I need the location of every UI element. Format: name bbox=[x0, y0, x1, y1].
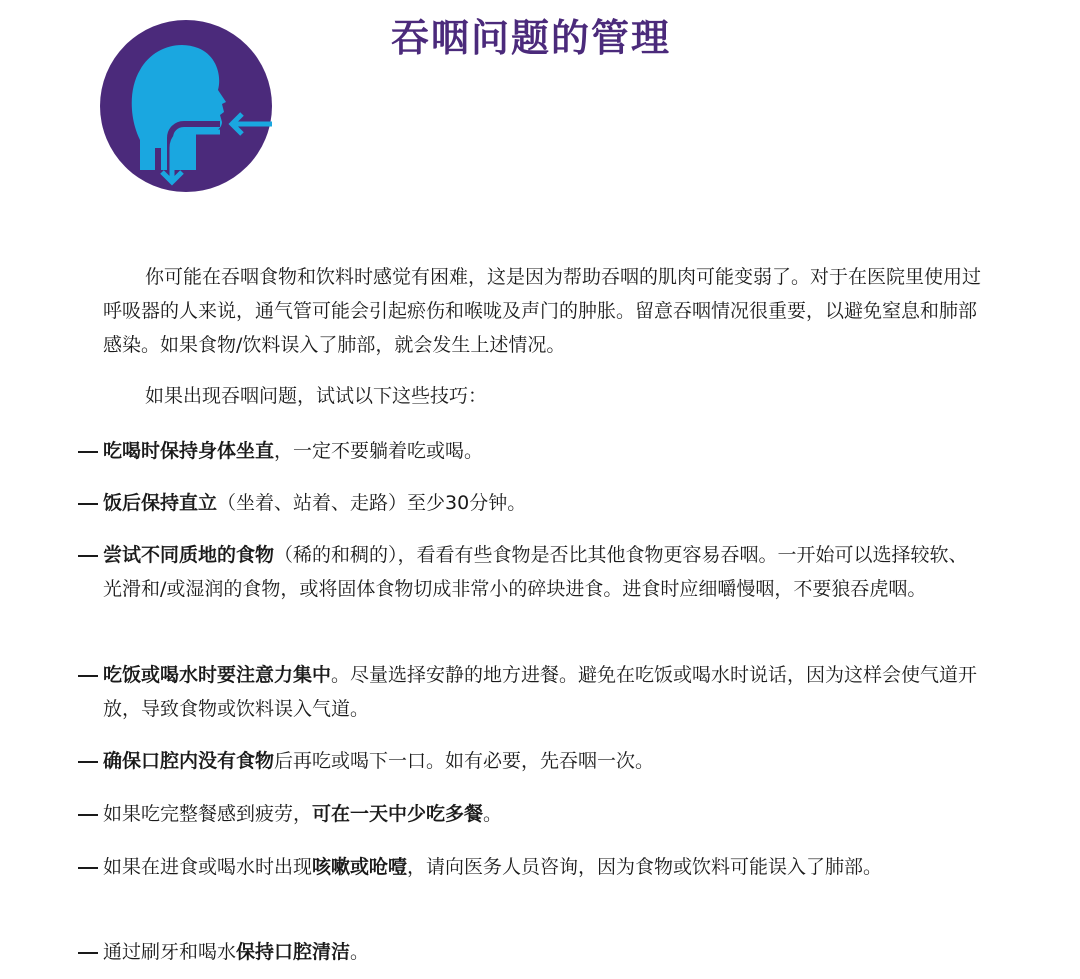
dash-bullet-icon bbox=[78, 867, 98, 869]
tip-bold-text: 咳嗽或呛噎 bbox=[312, 856, 408, 878]
dash-bullet-icon bbox=[78, 503, 98, 505]
tip-bold-text: 保持口腔清洁 bbox=[236, 941, 351, 963]
tip-text: 。 bbox=[483, 803, 503, 825]
tip-item bbox=[76, 658, 986, 726]
swallowing-head-icon bbox=[100, 20, 272, 192]
tip-text: 。 bbox=[350, 941, 370, 963]
tip-bold-text: 尝试不同质地的食物 bbox=[103, 544, 275, 566]
tip-item bbox=[76, 850, 986, 884]
tip-bold-text: 吃饭或喝水时要注意力集中 bbox=[103, 664, 332, 686]
dash-bullet-icon bbox=[78, 451, 98, 453]
dash-bullet-icon bbox=[78, 952, 98, 954]
tip-bold-text: 饭后保持直立 bbox=[103, 492, 218, 514]
tip-bold-text: 确保口腔内没有食物 bbox=[103, 750, 275, 772]
tip-item bbox=[76, 935, 986, 969]
tip-text: ，请向医务人员咨询，因为食物或饮料可能误入了肺部。 bbox=[407, 856, 883, 878]
tip-text: 如果在进食或喝水时出现 bbox=[103, 856, 313, 878]
tip-item bbox=[76, 797, 986, 831]
dash-bullet-icon bbox=[78, 761, 98, 763]
tip-item bbox=[76, 486, 986, 520]
tip-text: （坐着、站着、走路）至少30分钟。 bbox=[217, 492, 527, 514]
tip-text: ，一定不要躺着吃或喝。 bbox=[274, 440, 484, 462]
tip-item bbox=[76, 744, 986, 778]
tip-item bbox=[76, 538, 986, 606]
tip-text: （稀的和稠的），看看有些食物是否比其他食物更容易吞咽。一开始可以选择较软、光滑和/或湿润的食物，或将固体食物切成非常小的碎块进食。进食时应细嚼慢咽，不要狼吞虎咽。 bbox=[103, 544, 968, 600]
dash-bullet-icon bbox=[78, 814, 98, 816]
tips-lead: 如果出现吞咽问题，试试以下这些技巧： bbox=[145, 385, 488, 407]
tip-text: 通过刷牙和喝水 bbox=[103, 941, 237, 963]
tip-bold-text: 吃喝时保持身体坐直 bbox=[103, 440, 275, 462]
tip-bold-text: 可在一天中少吃多餐 bbox=[312, 803, 484, 825]
dash-bullet-icon bbox=[78, 675, 98, 677]
tip-item bbox=[76, 434, 986, 468]
tip-text: 。尽量选择安静的地方进餐。避免在吃饭或喝水时说话，因为这样会使气道开放，导致食物或饮料误入气道。 bbox=[103, 664, 978, 720]
tip-text: 后再吃或喝下一口。如有必要，先吞咽一次。 bbox=[274, 750, 655, 772]
page-title: 吞咽问题的管理 bbox=[390, 16, 671, 60]
dash-bullet-icon bbox=[78, 555, 98, 557]
intro-paragraph: 你可能在吞咽食物和饮料时感觉有困难，这是因为帮助吞咽的肌肉可能变弱了。对于在医院里使用过呼吸器的人来说，通气管可能会引起瘀伤和喉咙及声门的肿胀。留意吞咽情况很重要，以避免窒息和肺部感染。如果食物/饮料误入了肺部，就会发生上述情况。 bbox=[103, 266, 982, 356]
tip-text: 如果吃完整餐感到疲劳， bbox=[103, 803, 313, 825]
